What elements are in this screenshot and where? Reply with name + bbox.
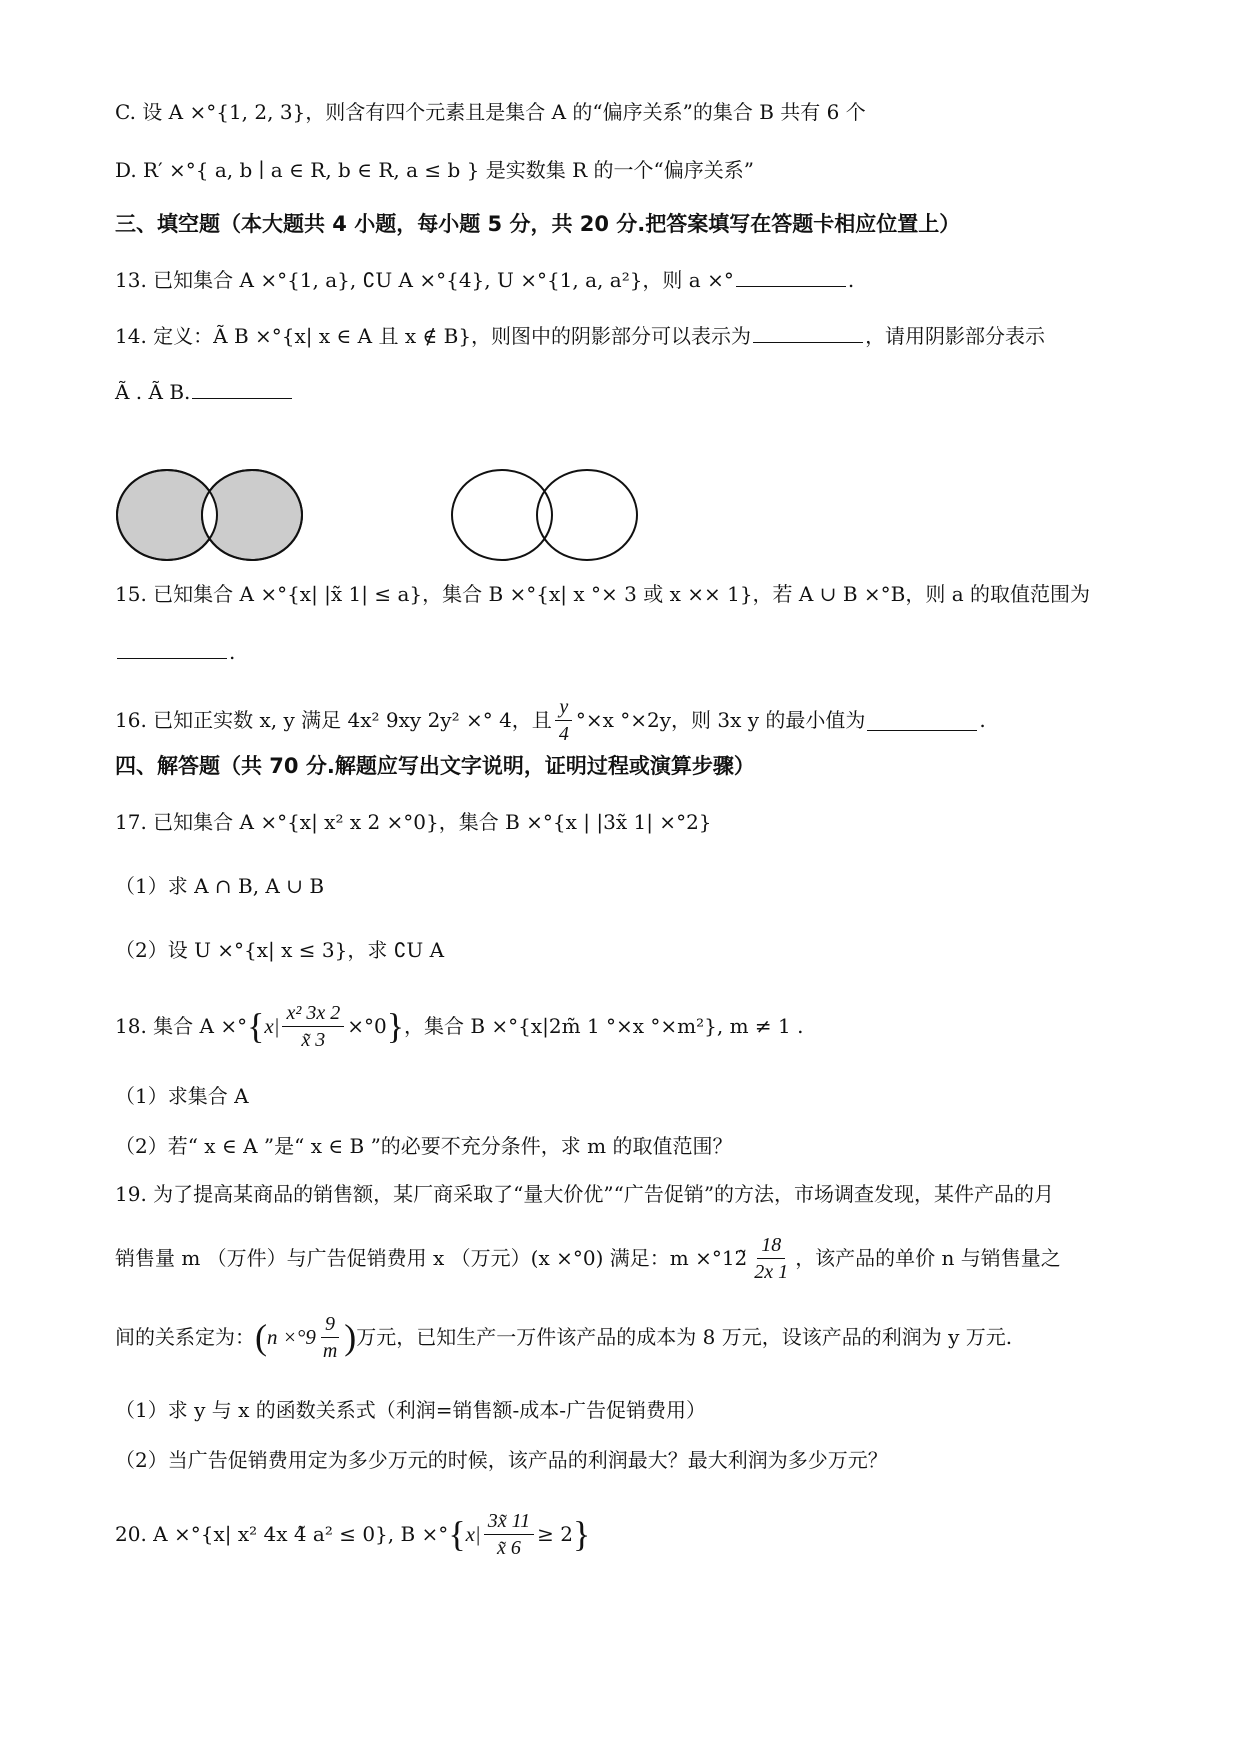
q14-text: 14. 定义：Ã B ×°{x| x ∈ A 且 x ∉ B}，则图中的阴影部分可以表示为 xyxy=(115,324,752,348)
question-14-line-2 xyxy=(115,378,294,406)
question-18-part-2: （2）若“ x ∈ A ”是“ x ∈ B ”的必要不充分条件，求 m 的取值范围？ xyxy=(115,1134,733,1158)
q19-line2-text: 销售量 m （万件）与广告促销费用 x （万元）(x ×°0) 满足：m ×°12̃ xyxy=(115,1246,748,1270)
q14-blank-2 xyxy=(192,378,292,399)
q18-text: 18. 集合 A ×° xyxy=(115,1014,248,1038)
q18-fraction xyxy=(282,1000,344,1053)
venn-diagram-empty xyxy=(447,465,647,565)
question-19-part-1: （1）求 y 与 x 的函数关系式（利润=销售额-成本-广告促销费用） xyxy=(115,1398,707,1422)
question-15-line-2 xyxy=(115,638,235,666)
q20-set-right: ≥ 2 xyxy=(537,1522,573,1546)
question-16 xyxy=(115,690,986,750)
q19-line2-post: ，该产品的单价 n 与销售量之 xyxy=(795,1246,1061,1270)
question-18 xyxy=(115,990,803,1062)
q13-blank xyxy=(736,266,846,287)
q16-fraction xyxy=(555,694,573,747)
question-13 xyxy=(115,266,854,294)
q18-brace-right: } xyxy=(386,1006,404,1046)
q13-end: . xyxy=(847,268,855,292)
question-19-part-2: （2）当广告促销费用定为多少万元的时候，该产品的利润最大？最大利润为多少万元？ xyxy=(115,1448,888,1472)
question-17-part-2: （2）设 U ×°{x| x ≤ 3}，求 ∁U A xyxy=(115,938,445,962)
q16-end: . xyxy=(979,708,986,732)
q15-blank xyxy=(117,638,227,659)
question-19: 19. 为了提高某商品的销售额，某厂商采取了“量大价优”“广告促销”的方法，市场调查发现，某件产品的月 xyxy=(115,1182,1055,1206)
q20-set-var: x| xyxy=(465,1522,481,1546)
q15-end: . xyxy=(229,640,236,664)
q16-text: 16. 已知正实数 x, y 满足 4x² 9xy 2y² ×° 4，且 xyxy=(115,708,552,732)
q19-line3-post: 万元，已知生产一万件该产品的成本为 8 万元，设该产品的利润为 y 万元. xyxy=(356,1325,1013,1349)
question-20 xyxy=(115,1498,590,1570)
q19-fraction-m-num: 18 xyxy=(757,1232,785,1259)
question-17: 17. 已知集合 A ×°{x| x² x 2 ×°0}，集合 B ×°{x | |3x̃ 1| ×°2} xyxy=(115,810,712,834)
option-d: D. R′ ×°{ a, b ∣ a ∈ R, b ∈ R, a ≤ b } 是实数集 R 的一个“偏序关系” xyxy=(115,158,754,182)
q20-fraction xyxy=(484,1508,534,1561)
q16-text-post: °×x °×2y，则 3x y 的最小值为 xyxy=(575,708,866,732)
q20-brace-left: { xyxy=(448,1514,466,1554)
q18-text-post: ，集合 B ×°{x|2m̃ 1 °×x °×m²}, m ≠ 1 . xyxy=(403,1014,804,1038)
question-14 xyxy=(115,322,1045,350)
q14-mid: ，请用阴影部分表示 xyxy=(865,324,1046,348)
question-18-part-1: （1）求集合 A xyxy=(115,1084,249,1108)
q20-brace-right: } xyxy=(572,1514,591,1554)
q18-fraction-den: x̃ 3 xyxy=(301,1028,326,1051)
q20-fraction-num: 3x̃ 11 xyxy=(484,1508,534,1535)
q19-fraction-n-num: 9 xyxy=(321,1311,339,1338)
q19-price-expr: n ×°9 xyxy=(267,1325,316,1349)
q14-blank-1 xyxy=(753,322,863,343)
question-17-part-1: （1）求 A ∩ B, A ∪ B xyxy=(115,874,325,898)
q20-fraction-den: x̃ 6 xyxy=(496,1536,521,1559)
q13-text: 13. 已知集合 A ×°{1, a}, ∁U A ×°{4}, U ×°{1, a, a²}，则 a ×° xyxy=(115,268,734,292)
q18-fraction-num: x² 3x 2 xyxy=(282,1000,344,1027)
q19-fraction-n-den: m xyxy=(322,1339,338,1362)
q19-fraction-n xyxy=(319,1311,341,1364)
q20-text: 20. A ×°{x| x² 4x 4̃ a² ≤ 0}, B ×° xyxy=(115,1522,449,1546)
q16-fraction-den: 4 xyxy=(558,722,569,745)
q14b-text: Ã . Ã B. xyxy=(115,380,191,404)
venn-diagram-shaded xyxy=(112,465,312,565)
q18-set-right: ×°0 xyxy=(347,1014,387,1038)
q19-paren-left: ( xyxy=(255,1317,267,1357)
question-19-line-3 xyxy=(115,1302,1012,1372)
q19-paren-right: ) xyxy=(344,1317,357,1357)
q16-blank xyxy=(867,710,977,731)
q19-line3-text: 间的关系定为： xyxy=(115,1325,255,1349)
q18-brace-left: { xyxy=(247,1006,265,1046)
q19-fraction-m-den: 2x 1 xyxy=(754,1260,789,1283)
option-c: C. 设 A ×°{1, 2, 3}，则含有四个元素且是集合 A 的“偏序关系”的集合 B 共有 6 个 xyxy=(115,100,866,124)
q16-fraction-num: y xyxy=(555,694,572,721)
question-15: 15. 已知集合 A ×°{x| |x̃ 1| ≤ a}，集合 B ×°{x| x °× 3 或 x ×× 1}，若 A ∪ B ×°B，则 a 的取值范围为 xyxy=(115,582,1090,606)
section-4-header: 四、解答题（共 70 分.解题应写出文字说明，证明过程或演算步骤） xyxy=(115,754,755,778)
q18-set-var: x| xyxy=(264,1014,280,1038)
question-19-line-2 xyxy=(115,1226,1061,1290)
section-3-header: 三、填空题（本大题共 4 小题，每小题 5 分，共 20 分.把答案填写在答题卡相应位置上） xyxy=(115,212,961,236)
q19-fraction-m xyxy=(750,1232,792,1285)
